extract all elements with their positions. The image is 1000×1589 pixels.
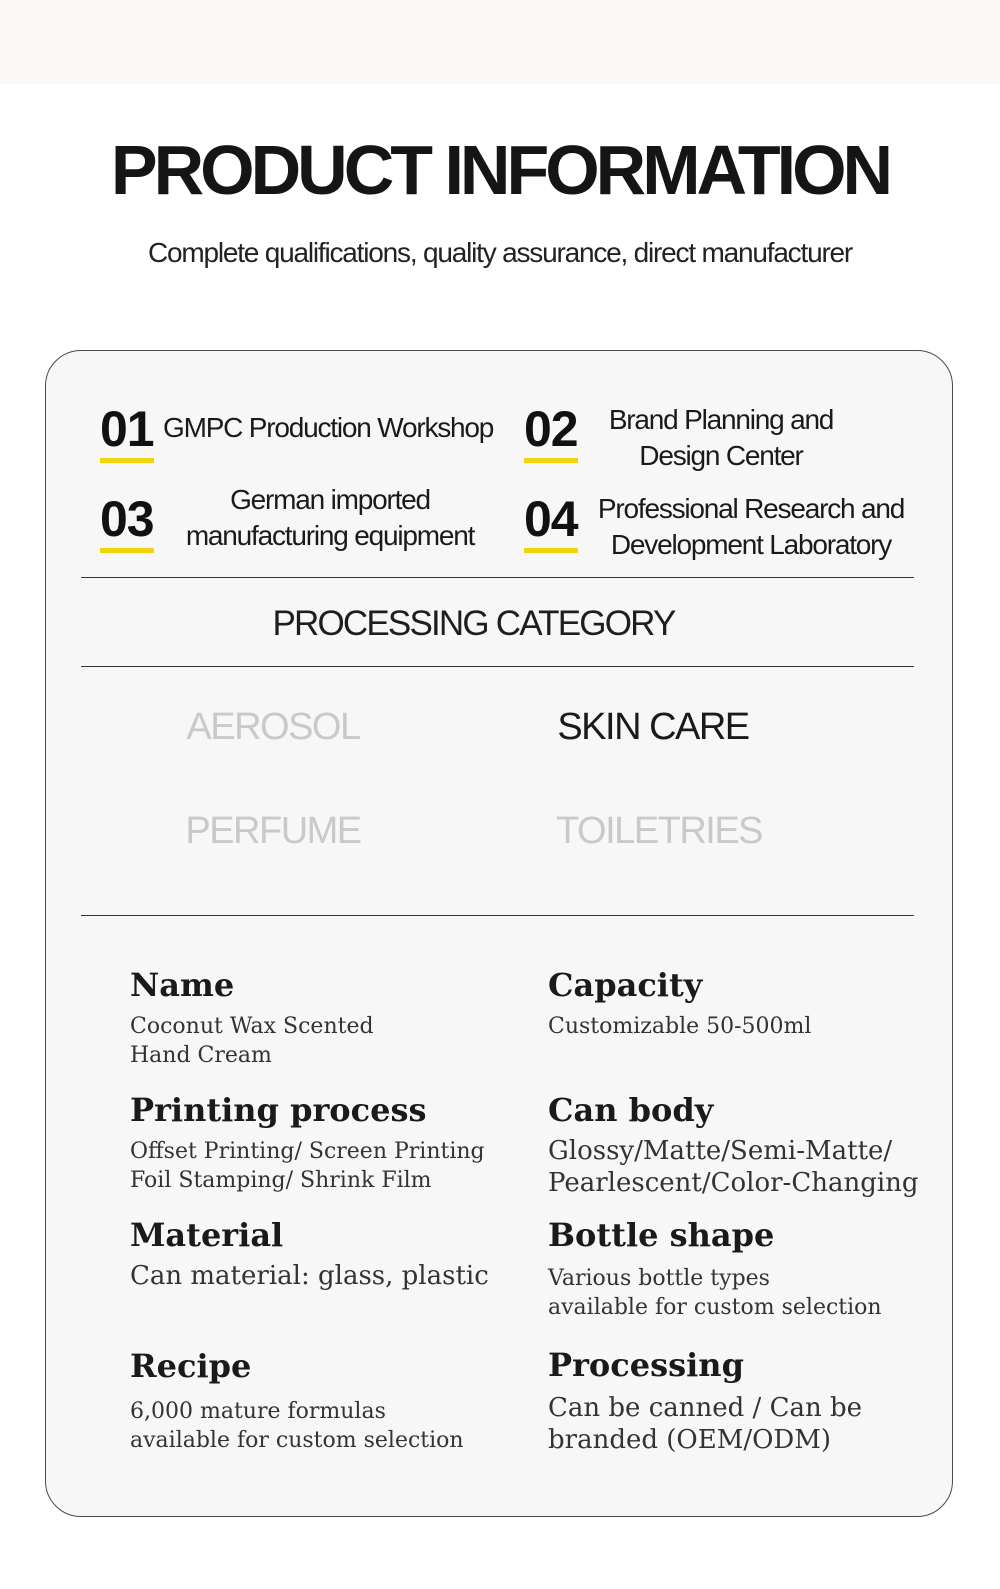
divider [81,666,914,667]
feature-number: 03 [100,491,154,547]
feature-label-line: Design Center [639,440,803,471]
feature-04 [524,492,924,572]
feature-underline [100,548,154,553]
spec-value-line: Foil Stamping/ Shrink Film [130,1168,432,1193]
spec-value-line: Can be canned / Can be [548,1393,863,1423]
spec-value [130,1137,485,1195]
spec-value-line: Pearlescent/Color-Changing [548,1168,919,1198]
spec-bottle-shape [548,1216,882,1322]
spec-value-line: Offset Printing/ Screen Printing [130,1139,485,1164]
feature-number: 04 [524,491,578,547]
spec-processing [548,1346,862,1456]
spec-value-line: 6,000 mature formulas [130,1399,386,1424]
spec-label: Capacity [548,966,703,1004]
spec-value-line: Customizable 50-500ml [548,1014,812,1039]
spec-value-line: Can material: glass, plastic [130,1261,489,1291]
feature-label-line: German imported [230,484,430,515]
spec-label: Printing process [130,1091,427,1129]
spec-value [130,1012,374,1070]
processing-category-title: PROCESSING CATEGORY [272,604,675,643]
spec-capacity [548,966,811,1041]
spec-value-line: Coconut Wax Scented [130,1014,374,1039]
feature-label [170,482,490,554]
spec-value-line: available for custom selection [130,1428,464,1453]
spec-printing-process [130,1091,485,1195]
spec-label: Name [130,966,235,1004]
spec-value-line: branded (OEM/ODM) [548,1425,832,1455]
feature-underline [524,458,578,463]
divider [81,577,914,578]
spec-value-line: Various bottle types [548,1266,770,1291]
feature-label-line: Brand Planning and [608,404,834,435]
spec-can-body [548,1091,919,1199]
category-toiletries[interactable]: TOILETRIES [555,810,763,852]
category-skin-care[interactable]: SKIN CARE [557,706,749,748]
spec-value-line: available for custom selection [548,1295,882,1320]
spec-label: Processing [548,1346,744,1384]
category-aerosol[interactable]: AEROSOL [186,706,360,748]
feature-03 [100,484,520,572]
divider [81,915,914,916]
top-band [0,0,1000,84]
feature-number: 01 [100,401,154,457]
spec-value [548,1012,811,1041]
feature-label-line: manufacturing equipment [185,520,475,551]
spec-value [548,1135,919,1199]
spec-value [548,1264,882,1322]
feature-label: GMPC Production Workshop [163,412,494,443]
feature-underline [524,548,578,553]
spec-value [548,1392,862,1456]
feature-01 [100,402,520,472]
spec-material [130,1216,489,1292]
page-subtitle: Complete qualifications, quality assurance, direct manufacturer [147,237,853,268]
spec-name [130,966,374,1070]
feature-number: 02 [524,401,578,457]
feature-02 [524,402,924,482]
feature-label [596,402,846,474]
spec-label: Material [130,1216,284,1254]
spec-label: Bottle shape [548,1216,775,1254]
spec-value [130,1397,464,1455]
spec-value [130,1260,489,1292]
feature-label [594,491,908,563]
spec-value-line: Glossy/Matte/Semi-Matte/ [548,1136,893,1166]
page-title: PRODUCT INFORMATION [110,131,890,209]
spec-label: Can body [548,1091,714,1129]
spec-value-line: Hand Cream [130,1043,272,1068]
spec-label: Recipe [130,1347,252,1385]
feature-underline [100,458,154,463]
feature-label-line: Development Laboratory [610,529,892,560]
feature-label-line: Professional Research and [597,493,905,524]
spec-recipe [130,1347,464,1455]
category-perfume[interactable]: PERFUME [185,810,361,852]
